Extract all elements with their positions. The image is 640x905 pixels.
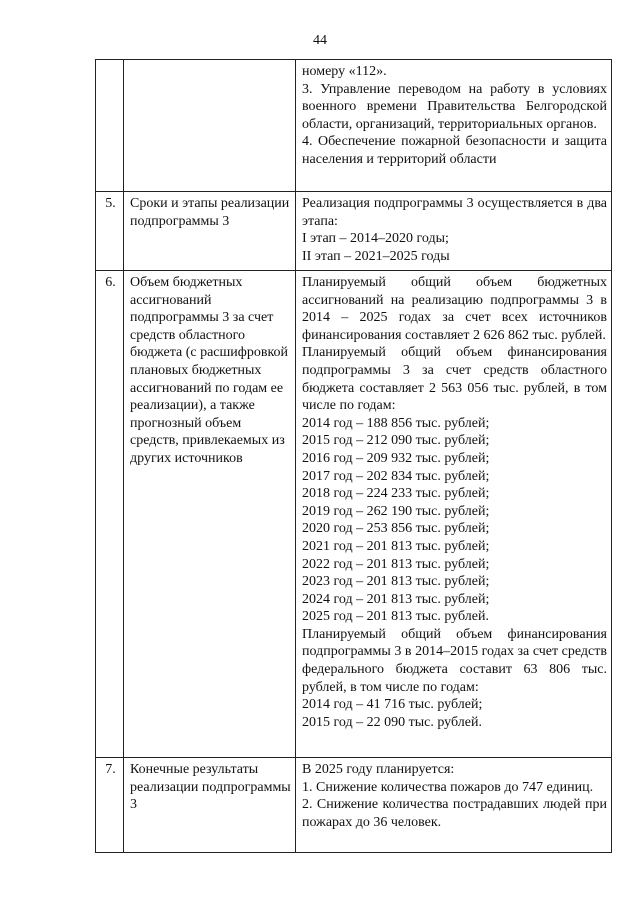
passport-table xyxy=(95,59,612,853)
row-content xyxy=(296,60,612,192)
year-amount-line: 2015 год – 212 090 тыс. рублей; xyxy=(302,433,490,449)
content-paragraph: 4. Обеспечение пожарной безопасности и защита населения и территорий области xyxy=(302,134,607,167)
year-amount-line: 2014 год – 41 716 тыс. рублей; xyxy=(302,697,483,713)
table-row xyxy=(96,192,612,271)
content-paragraph: 3. Управление переводом на работу в условиях военного времени Правительства Белгородской области, организаций, территориальных органов. xyxy=(302,81,607,132)
year-amount-line: 2015 год – 22 090 тыс. рублей. xyxy=(302,714,482,730)
content-paragraph: Планируемый общий объем бюджетных ассигнований на реализацию подпрограммы 3 в 2014 – 2025 годах за счет всех источников финансирования составляет 2 626 862 тыс. рублей. xyxy=(302,275,607,343)
year-amount-line: 2020 год – 253 856 тыс. рублей; xyxy=(302,521,490,537)
row-number xyxy=(96,60,124,192)
year-amount-line: 2018 год – 224 233 тыс. рублей; xyxy=(302,486,490,502)
content-paragraph: Реализация подпрограммы 3 осуществляется в два этапа: xyxy=(302,196,607,229)
content-paragraph: номеру «112». xyxy=(302,64,387,79)
page-number: 44 xyxy=(313,33,327,48)
content-line: II этап – 2021–2025 годы xyxy=(302,248,450,264)
year-amount-line: 2019 год – 262 190 тыс. рублей; xyxy=(302,503,490,519)
row-content xyxy=(296,758,612,853)
row-label: Сроки и этапы реализации подпрограммы 3 xyxy=(124,192,296,271)
year-amount-line: 2014 год – 188 856 тыс. рублей; xyxy=(302,415,490,431)
row-label: Объем бюджетных ассигнований подпрограммы 3 за счет средств областного бюджета (с расшифровкой плановых бюджетных ассигнований по годам ее реализации), а также прогнозный объем средств, привлекаемых из других источников xyxy=(124,271,296,758)
content-paragraph: 2. Снижение количества пострадавших людей при пожарах до 36 человек. xyxy=(302,797,607,830)
content-paragraph: Планируемый общий объем финансирования подпрограммы 3 в 2014–2015 годах за счет средств федерального бюджета составит 63 806 тыс. рублей, в том числе по годам: xyxy=(302,626,607,695)
table-row xyxy=(96,60,612,192)
row-number: 6. xyxy=(96,271,124,758)
year-amount-line: 2024 год – 201 813 тыс. рублей; xyxy=(302,591,490,607)
year-amount-line: 2022 год – 201 813 тыс. рублей; xyxy=(302,556,490,572)
table-row xyxy=(96,758,612,853)
year-amount-line: 2025 год – 201 813 тыс. рублей. xyxy=(302,609,489,625)
content-paragraph: 1. Снижение количества пожаров до 747 единиц. xyxy=(302,779,594,795)
content-line: I этап – 2014–2020 годы; xyxy=(302,231,449,247)
year-amount-line: 2023 год – 201 813 тыс. рублей; xyxy=(302,574,490,590)
row-content xyxy=(296,271,612,758)
year-amount-line: 2017 год – 202 834 тыс. рублей; xyxy=(302,468,490,484)
row-number: 7. xyxy=(96,758,124,853)
row-number: 5. xyxy=(96,192,124,271)
year-amount-line: 2021 год – 201 813 тыс. рублей; xyxy=(302,538,490,554)
content-line: В 2025 году планируется: xyxy=(302,762,455,777)
row-label: Конечные результаты реализации подпрограммы 3 xyxy=(124,758,296,853)
year-amount-line: 2016 год – 209 932 тыс. рублей; xyxy=(302,450,490,466)
content-paragraph: Планируемый общий объем финансирования подпрограммы 3 за счет средств областного бюджета составляет 2 563 056 тыс. рублей, в том числе по годам: xyxy=(302,345,607,414)
row-content xyxy=(296,192,612,271)
row-label xyxy=(124,60,296,192)
table-row xyxy=(96,271,612,758)
